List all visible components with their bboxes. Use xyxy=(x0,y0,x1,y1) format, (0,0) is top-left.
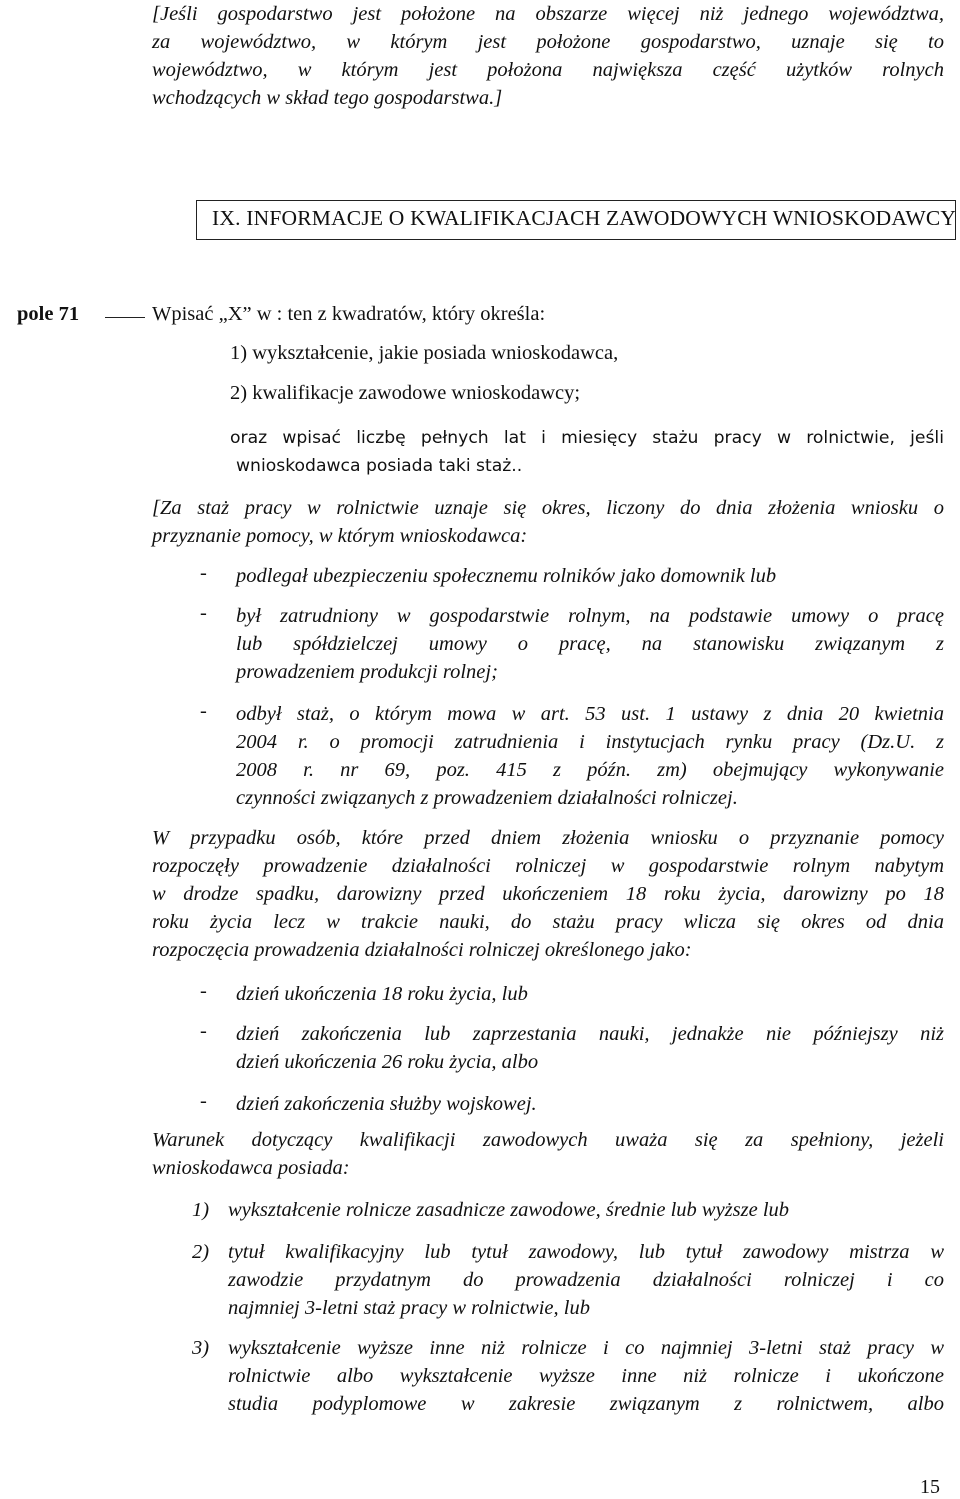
condition-item xyxy=(228,1238,944,1322)
bullet-dash: - xyxy=(200,700,207,722)
date-bullet xyxy=(236,980,944,1008)
inheritance-paragraph xyxy=(152,824,944,964)
bullet-line: podlegał ubezpieczeniu społecznemu rolników jako domownik lub xyxy=(236,565,777,587)
bullet-dash: - xyxy=(200,562,207,584)
item-number: 1) xyxy=(192,1199,210,1221)
seniority-note xyxy=(230,424,944,480)
condition-item xyxy=(228,1334,944,1418)
note-line: oraz wpisać liczbę pełnych lat i miesięcy stażu pracy w rolnictwie, jeśli xyxy=(230,428,944,448)
bullet-line: dzień zakończenia służby wojskowej. xyxy=(236,1093,537,1115)
education-option: 1) wykształcenie, jakie posiada wnioskodawca, xyxy=(230,342,619,364)
note-line: wnioskodawca posiada taki staż.. xyxy=(236,456,523,476)
bullet-line: czynności związanych z prowadzeniem działalności rolniczej. xyxy=(236,787,738,809)
item-number: 2) xyxy=(192,1241,210,1263)
bullet-line: dzień ukończenia 26 roku życia, albo xyxy=(236,1051,539,1073)
seniority-definition xyxy=(152,494,944,550)
paragraph-line: w drodze spadku, darowizny przed ukończeniem 18 roku życia, darowizny po 18 xyxy=(152,883,944,905)
bullet-dash: - xyxy=(200,1090,207,1112)
definition-line: przyznanie pomocy, w którym wnioskodawca: xyxy=(152,525,528,547)
paragraph-line: wnioskodawca posiada: xyxy=(152,1157,350,1179)
page-number: 15 xyxy=(920,1476,940,1498)
condition-item xyxy=(228,1196,944,1224)
date-bullet xyxy=(236,1020,944,1076)
item-line: zawodzie przydatnym do prowadzenia działalności rolniczej i co xyxy=(228,1269,944,1291)
item-line: najmniej 3-letni staż pracy w rolnictwie, lub xyxy=(228,1297,590,1319)
dash-separator xyxy=(105,317,145,318)
qualification-option: 2) kwalifikacje zawodowe wnioskodawcy; xyxy=(230,382,581,404)
bullet-dash: - xyxy=(200,602,207,624)
item-line: wykształcenie rolnicze zasadnicze zawodowe, średnie lub wyższe lub xyxy=(228,1199,790,1221)
field-instruction: Wpisać „X” w : ten z kwadratów, który określa: xyxy=(152,303,546,325)
bullet-line: 2004 r. o promocji zatrudnienia i instytucjach rynku pracy (Dz.U. z xyxy=(236,731,944,753)
seniority-bullet xyxy=(236,602,944,686)
bullet-line: prowadzeniem produkcji rolnej; xyxy=(236,661,498,683)
paragraph-line: W przypadku osób, które przed dniem złożenia wniosku o przyznanie pomocy xyxy=(152,827,944,849)
item-line: rolnictwie albo wykształcenie wyższe inne niż rolnicze i ukończone xyxy=(228,1365,944,1387)
bullet-line: dzień ukończenia 18 roku życia, lub xyxy=(236,983,528,1005)
item-number: 3) xyxy=(192,1337,210,1359)
bullet-line: był zatrudniony w gospodarstwie rolnym, na podstawie umowy o pracę xyxy=(236,605,944,627)
seniority-bullet xyxy=(236,700,944,812)
intro-paragraph xyxy=(152,0,944,112)
section-title: IX. INFORMACJE O KWALIFIKACJACH ZAWODOWYCH WNIOSKODAWCY xyxy=(212,206,957,230)
bullet-dash: - xyxy=(200,980,207,1002)
intro-line: województwo, w którym jest położona największa część użytków rolnych xyxy=(152,59,944,81)
bullet-line: lub spółdzielczej umowy o pracę, na stanowisku związanym z xyxy=(236,633,944,655)
definition-line: [Za staż pracy w rolnictwie uznaje się okres, liczony do dnia złożenia wniosku o xyxy=(152,497,944,519)
item-line: studia podyplomowe w zakresie związanym z rolnictwem, albo xyxy=(228,1393,944,1415)
item-line: wykształcenie wyższe inne niż rolnicze i co najmniej 3-letni staż pracy w xyxy=(228,1337,944,1359)
bullet-line: odbył staż, o którym mowa w art. 53 ust. 1 ustawy z dnia 20 kwietnia xyxy=(236,703,944,725)
bullet-line: dzień zakończenia lub zaprzestania nauki, jednakże nie późniejszy niż xyxy=(236,1023,944,1045)
bullet-dash: - xyxy=(200,1020,207,1042)
paragraph-line: Warunek dotyczący kwalifikacji zawodowych uważa się za spełniony, jeżeli xyxy=(152,1129,944,1151)
field-label: pole 71 xyxy=(17,303,80,325)
condition-paragraph xyxy=(152,1126,944,1182)
paragraph-line: rozpoczęcia prowadzenia działalności rolniczej określonego jako: xyxy=(152,939,692,961)
intro-line: wchodzących w skład tego gospodarstwa.] xyxy=(152,87,503,109)
intro-line: [Jeśli gospodarstwo jest położone na obszarze więcej niż jednego województwa, xyxy=(152,3,944,25)
date-bullet xyxy=(236,1090,944,1118)
paragraph-line: roku życia lecz w trakcie nauki, do stażu pracy wlicza się okres od dnia xyxy=(152,911,944,933)
bullet-line: 2008 r. nr 69, poz. 415 z późn. zm) obejmujący wykonywanie xyxy=(236,759,944,781)
intro-line: za województwo, w którym jest położone gospodarstwo, uznaje się to xyxy=(152,31,944,53)
paragraph-line: rozpoczęły prowadzenie działalności rolniczej w gospodarstwie rolnym nabytym xyxy=(152,855,944,877)
seniority-bullet xyxy=(236,562,944,590)
item-line: tytuł kwalifikacyjny lub tytuł zawodowy, lub tytuł zawodowy mistrza w xyxy=(228,1241,944,1263)
